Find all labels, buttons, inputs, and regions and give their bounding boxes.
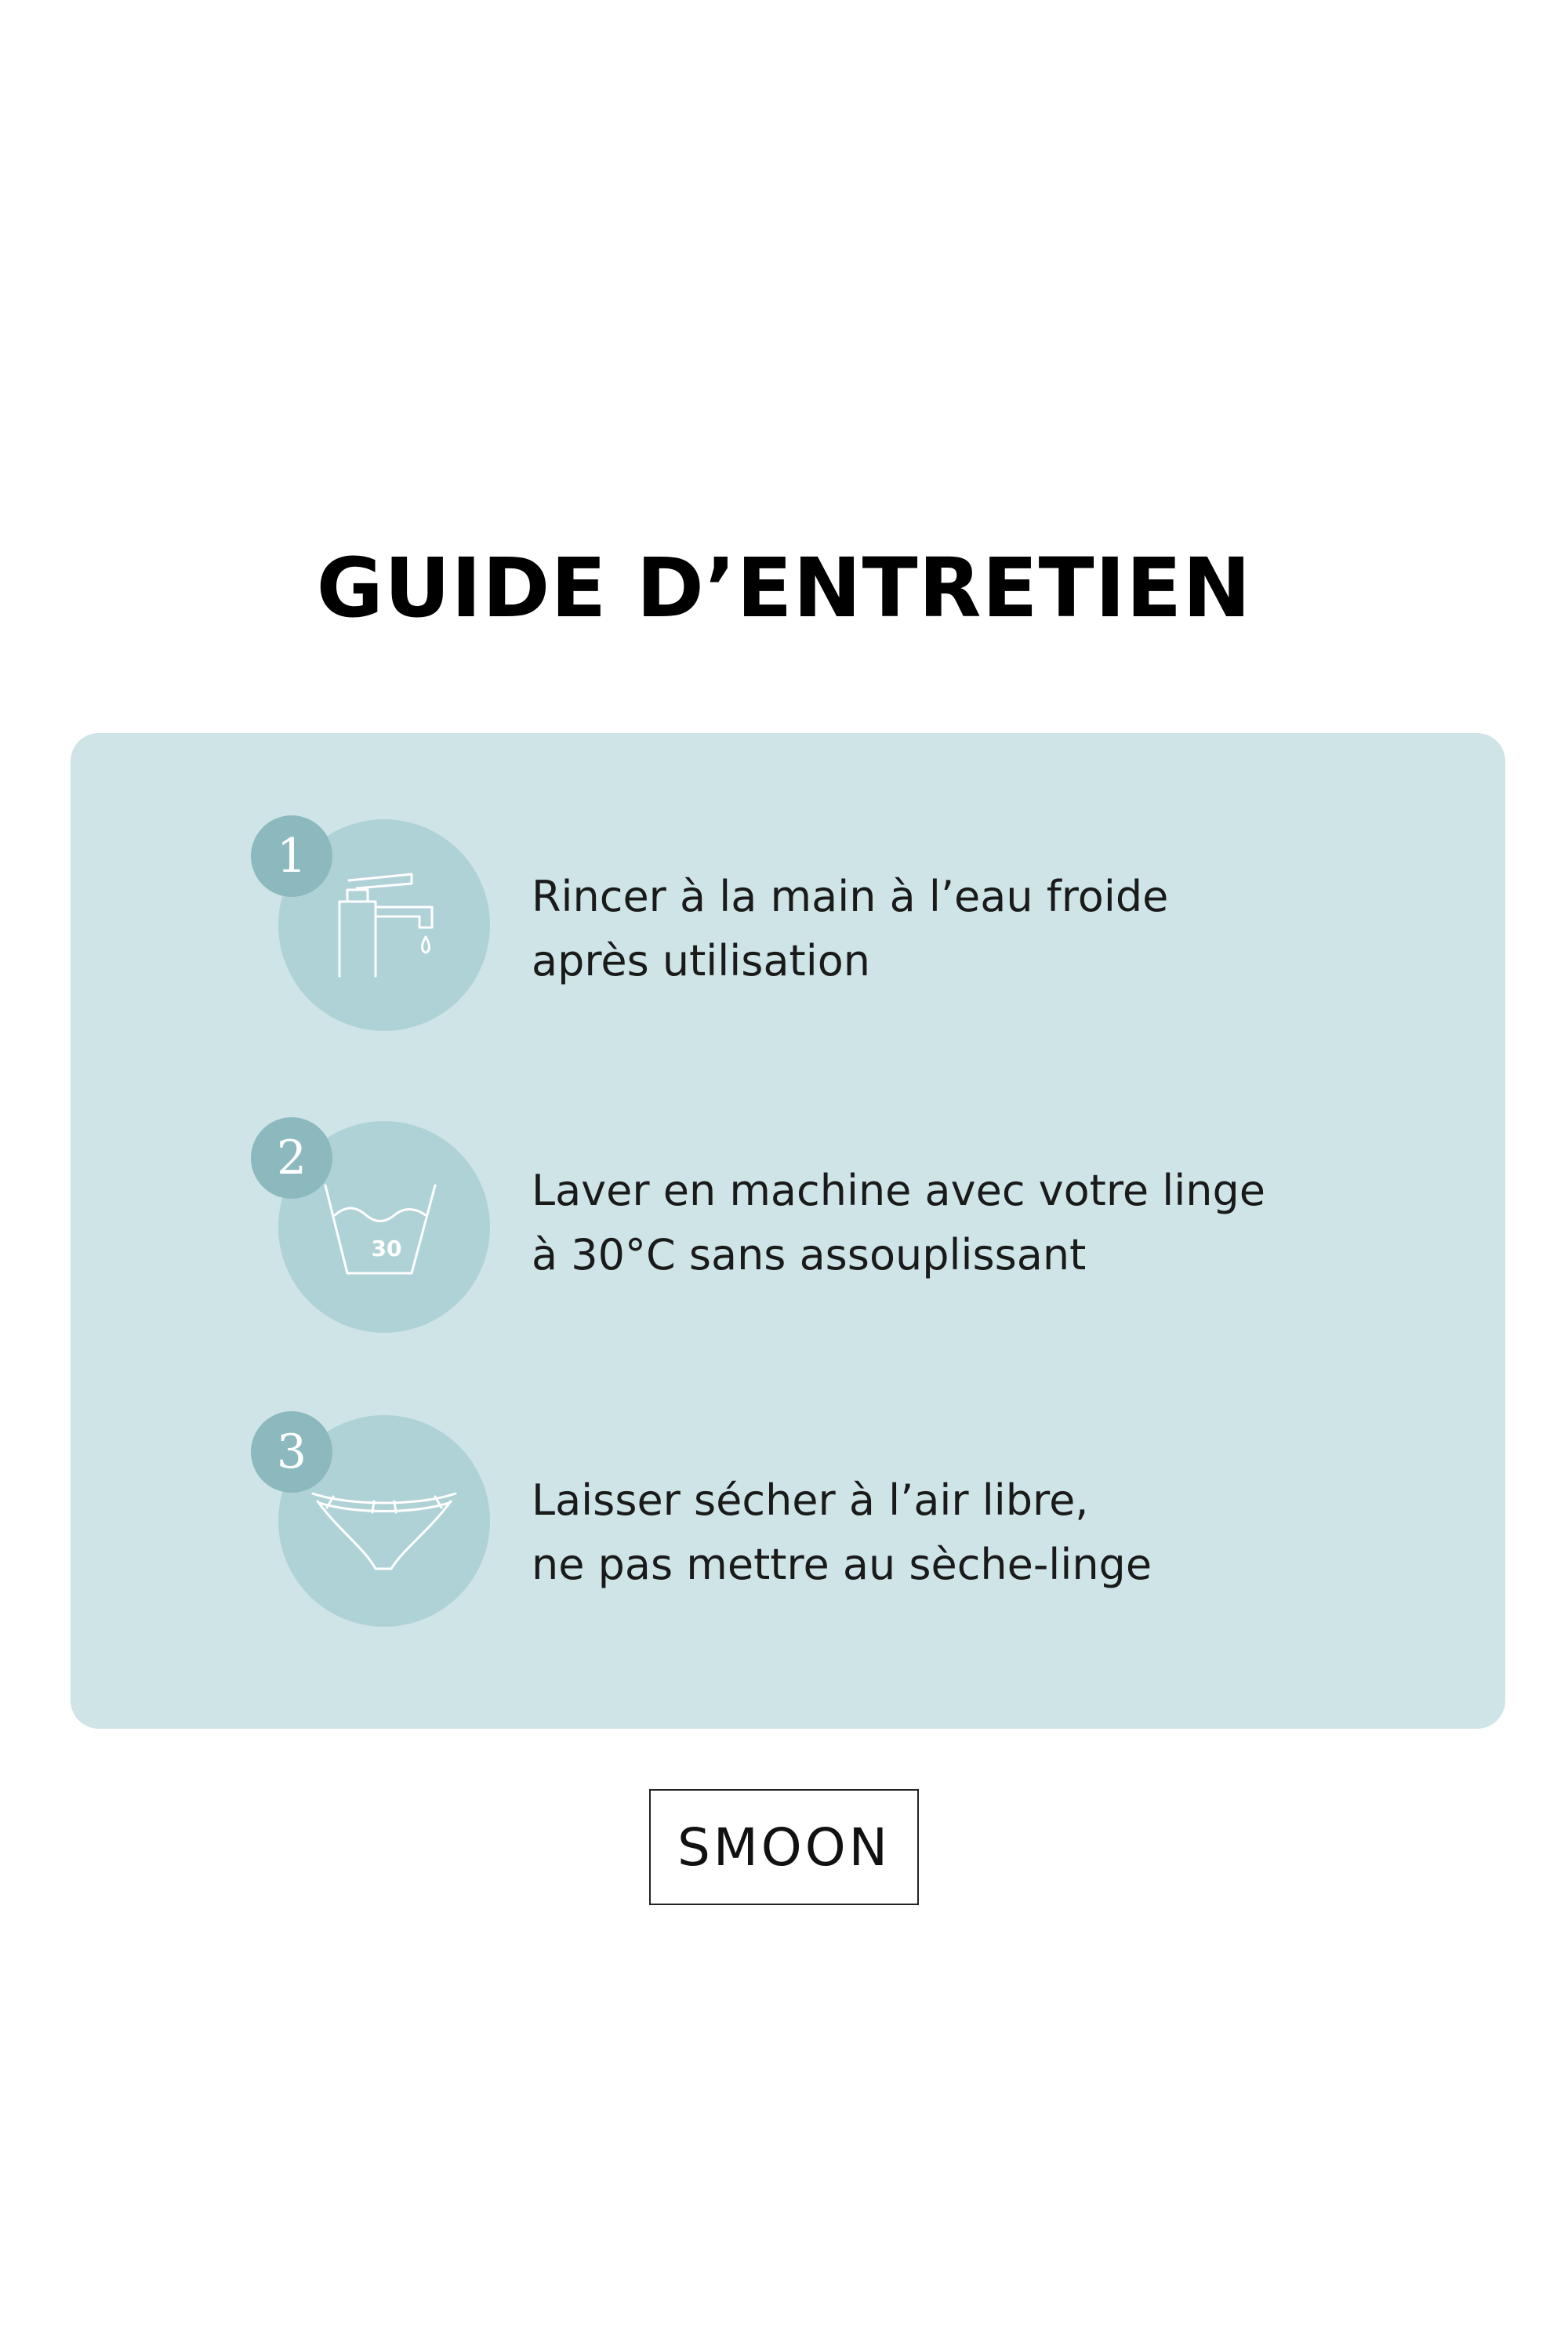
care-step-1 xyxy=(71,819,1505,1054)
top-band xyxy=(0,0,1568,392)
care-step-3 xyxy=(71,1415,1505,1650)
step-3-line-2: ne pas mettre au sèche-linge xyxy=(532,1540,1152,1589)
step-2-text xyxy=(532,1159,1433,1287)
brand-logo-text: SMOON xyxy=(677,1817,891,1878)
step-1-line-2: après utilisation xyxy=(532,936,870,985)
step-1-line-1: Rincer à la main à l’eau froide xyxy=(532,872,1169,921)
step-1-number-badge: 1 xyxy=(251,815,332,897)
wash-temperature-label: 30 xyxy=(371,1236,402,1261)
brand-logo xyxy=(649,1789,919,1905)
step-3-text xyxy=(532,1468,1433,1597)
step-3-number-badge: 3 xyxy=(251,1411,332,1493)
step-1-text xyxy=(532,865,1433,993)
step-3-line-1: Laisser sécher à l’air libre, xyxy=(532,1475,1089,1525)
step-2-line-1: Laver en machine avec votre linge xyxy=(532,1166,1265,1215)
page-title: GUIDE D’ENTRETIEN xyxy=(316,540,1252,636)
care-instructions-panel xyxy=(71,733,1505,1729)
step-2-line-2: à 30°C sans assouplissant xyxy=(532,1230,1087,1279)
step-2-number-badge: 2 xyxy=(251,1117,332,1199)
care-step-2 xyxy=(71,1121,1505,1356)
